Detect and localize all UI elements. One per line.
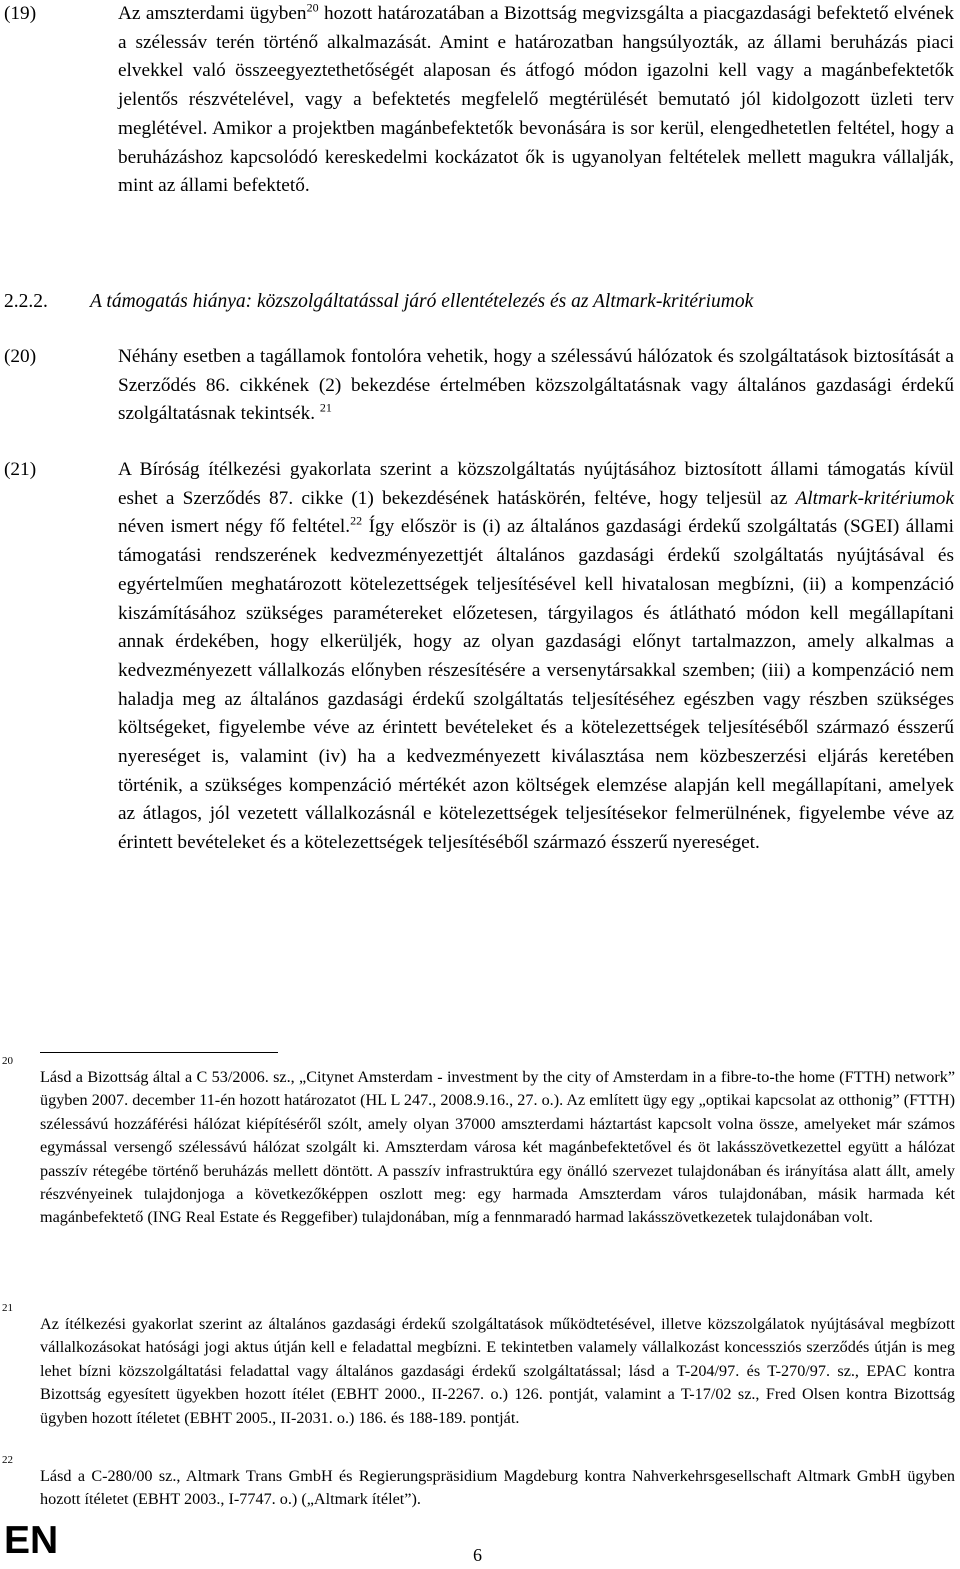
paragraph-number: (21): [4, 459, 37, 480]
footnote-separator: [40, 1052, 278, 1053]
paragraph-text: Néhány esetben a tagállamok fontolóra vehetik, hogy a szélessávú hálózatok és szolgáltatások biztosítását a Szerződés 86. cikkének (2) bekezdése értelmében közszolgáltatásnak vagy általános gazdasági érdekű szolgáltatásnak tekintsék. $^{21}$: [118, 346, 954, 425]
page-number: 6: [473, 1545, 482, 1565]
paragraph-number: (20): [4, 346, 37, 367]
footnote-text: Az ítélkezési gyakorlat szerint az általános gazdasági érdekű szolgáltatások működtetésével, illetve közszolgálatok nyújtásával megbízott vállalkozásokat hatósági jogi aktus útján kell e feladattal megbízni. E tekintetben valamely vállalkozást koncessziós szerződés útján is meg lehet bízni közszolgáltatási feladattal vagy általános gazdasági érdekű szolgáltatással; lásd a T-204/97. és T-270/97. sz., EPAC kontra Bizottság egyesített ügyekben hozott ítélet (EBHT 2000., II-2267. o.) 126. pontját, valamint a T-17/02 sz., Fred Olsen kontra Bizottság ügyben hozott ítéletet (EBHT 2005., II-2031. o.) 186. és 188-189. pontját.: [40, 1315, 955, 1427]
paragraph-21: [0, 456, 960, 858]
footnote-number: 21: [2, 1302, 13, 1314]
paragraph-number: (19): [4, 3, 37, 24]
footnote-22: [0, 1454, 960, 1512]
section-heading: [4, 287, 954, 317]
footnote-number: 22: [2, 1454, 13, 1466]
footnote-number: 20: [2, 1055, 13, 1067]
paragraph-text: Az amszterdami ügyben$^{20}$ hozott határozatában a Bizottság megvizsgálta a piacgazdasági befektető elvének a szélessáv terén történő alkalmazását. Amint e határozatban hangsúlyozták, az állami beruházás piaci elvekkel való összeegyeztethetőségét alaposan és átfogó módon igazolni kell vagy a magánbefektetők jelentős részvételével, vagy a befektetés megfelelő megtérülését bemutató jól kidolgozott üzleti terv meglétével. Amikor a projektben magánbefektetők bevonására is sor kerül, elengedhetetlen feltétel, hogy a beruházáshoz kapcsolódó kereskedelmi kockázatot ők is ugyanolyan feltételek mellett magukra vállalják, mint az állami befektető.: [118, 0, 955, 197]
section-title: A támogatás hiánya: közszolgáltatással járó ellentételezés és az Altmark-kritériumok: [90, 291, 754, 312]
footnote-ref-22[interactable]: 22: [350, 513, 363, 528]
paragraph-text: A Bíróság ítélkezési gyakorlata szerint a közszolgáltatás nyújtásához biztosított állami támogatás kívül eshet a Szerződés 87. cikke (1) bekezdésének hatáskörén, feltéve, hogy teljesül az Altmark-kritériumok néven ismert négy fő feltétel.$^{22}$ Így először is (i) az általános gazdasági érdekű szolgáltatás (SGEI) állami támogatási rendszerének kedvezményezettjét általános gazdasági érdekű szolgáltatás nyújtásával és egyértelműen meghatározott kötelezettségek teljesítésével kell hivatalosan megbízni, (ii) a kompenzáció kiszámításához szükséges paramétereket előzetesen, tárgyilagos és átlátható módon kell megállapítani annak érdekében, hogy elkerüljék, hogy az olyan gazdasági előnyt tartalmazzon, amely alkalmas a kedvezményezett vállalkozás előnyben részesítésére a versenytársakkal szemben; (iii) a kompenzáció nem haladja meg az általános gazdasági érdekű szolgáltatás teljesítéséhez egészben vagy részben szükséges költségeket, figyelembe véve az érintett bevételeket és a kötelezettségek teljesítéséből származó ésszerű nyereséget is, valamint (iv) ha a kedvezményezett kiválasztása nem közbeszerzési eljárás keretében történik, a szükséges kompenzáció mértékét azon költségek elemzése alapján kell megállapítani, amelyek az átlagos, jól vezetett vállalkozásnál e kötelezettségek teljesítésekor felmerülnének, figyelembe véve az érintett bevételeket és a kötelezettségek teljesítéséből származó ésszerű nyereséget.: [118, 459, 954, 854]
language-mark: EN: [4, 1519, 59, 1562]
altmark-criteria-term: Altmark-kritériumok: [795, 487, 954, 509]
paragraph-19: [0, 0, 960, 201]
footnote-text: Lásd a Bizottság által a C 53/2006. sz., „Citynet Amsterdam - investment by the city of Amsterdam in a fibre-to-the home (FTTH) network” ügyben 2007. december 11-én hozott határozatot (HL L 247., 2008.9.16., 27. o.). Az említett ügy egy „optikai kapcsolat az otthonig” (FTTH) szélessávú hozzáférési hálózat kiépítéséről szólt, amely olyan 37000 amszterdami háztartást kapcsolt volna össze, amelyeket már számos egymással versengő szélessávú hálózat szolgált ki. Amszterdam városa két magánbefektetővel és öt lakásszövetkezettel együtt a hálózat passzív rétegébe történő beruházás mellett döntött. A passzív infrastruktúra egy önálló szervezet tulajdonában és irányítása alatt állt, amely részvényeinek tulajdonjoga a következőképpen oszlott meg: egy harmada Amszterdam város tulajdonában, másik harmada két magánbefektető (ING Real Estate és Reggefiber) tulajdonában, míg a fennmaradó harmad lakásszövetkezetek tulajdonában volt.: [40, 1068, 955, 1227]
footnote-text: Lásd a C-280/00 sz., Altmark Trans GmbH és Regierungspräsidium Magdeburg kontra Nahverkehrsgesellschaft Altmark GmbH ügyben hozott ítéletet (EBHT 2003., I-7747. o.) („Altmark ítélet”).: [40, 1467, 955, 1509]
footnote-ref-21[interactable]: 21: [319, 400, 332, 415]
footnote-ref-20[interactable]: 20: [306, 0, 319, 15]
section-number: 2.2.2.: [4, 291, 48, 312]
footnote-20: [0, 1055, 960, 1230]
paragraph-20: [0, 343, 960, 429]
footnote-21: [0, 1302, 960, 1430]
